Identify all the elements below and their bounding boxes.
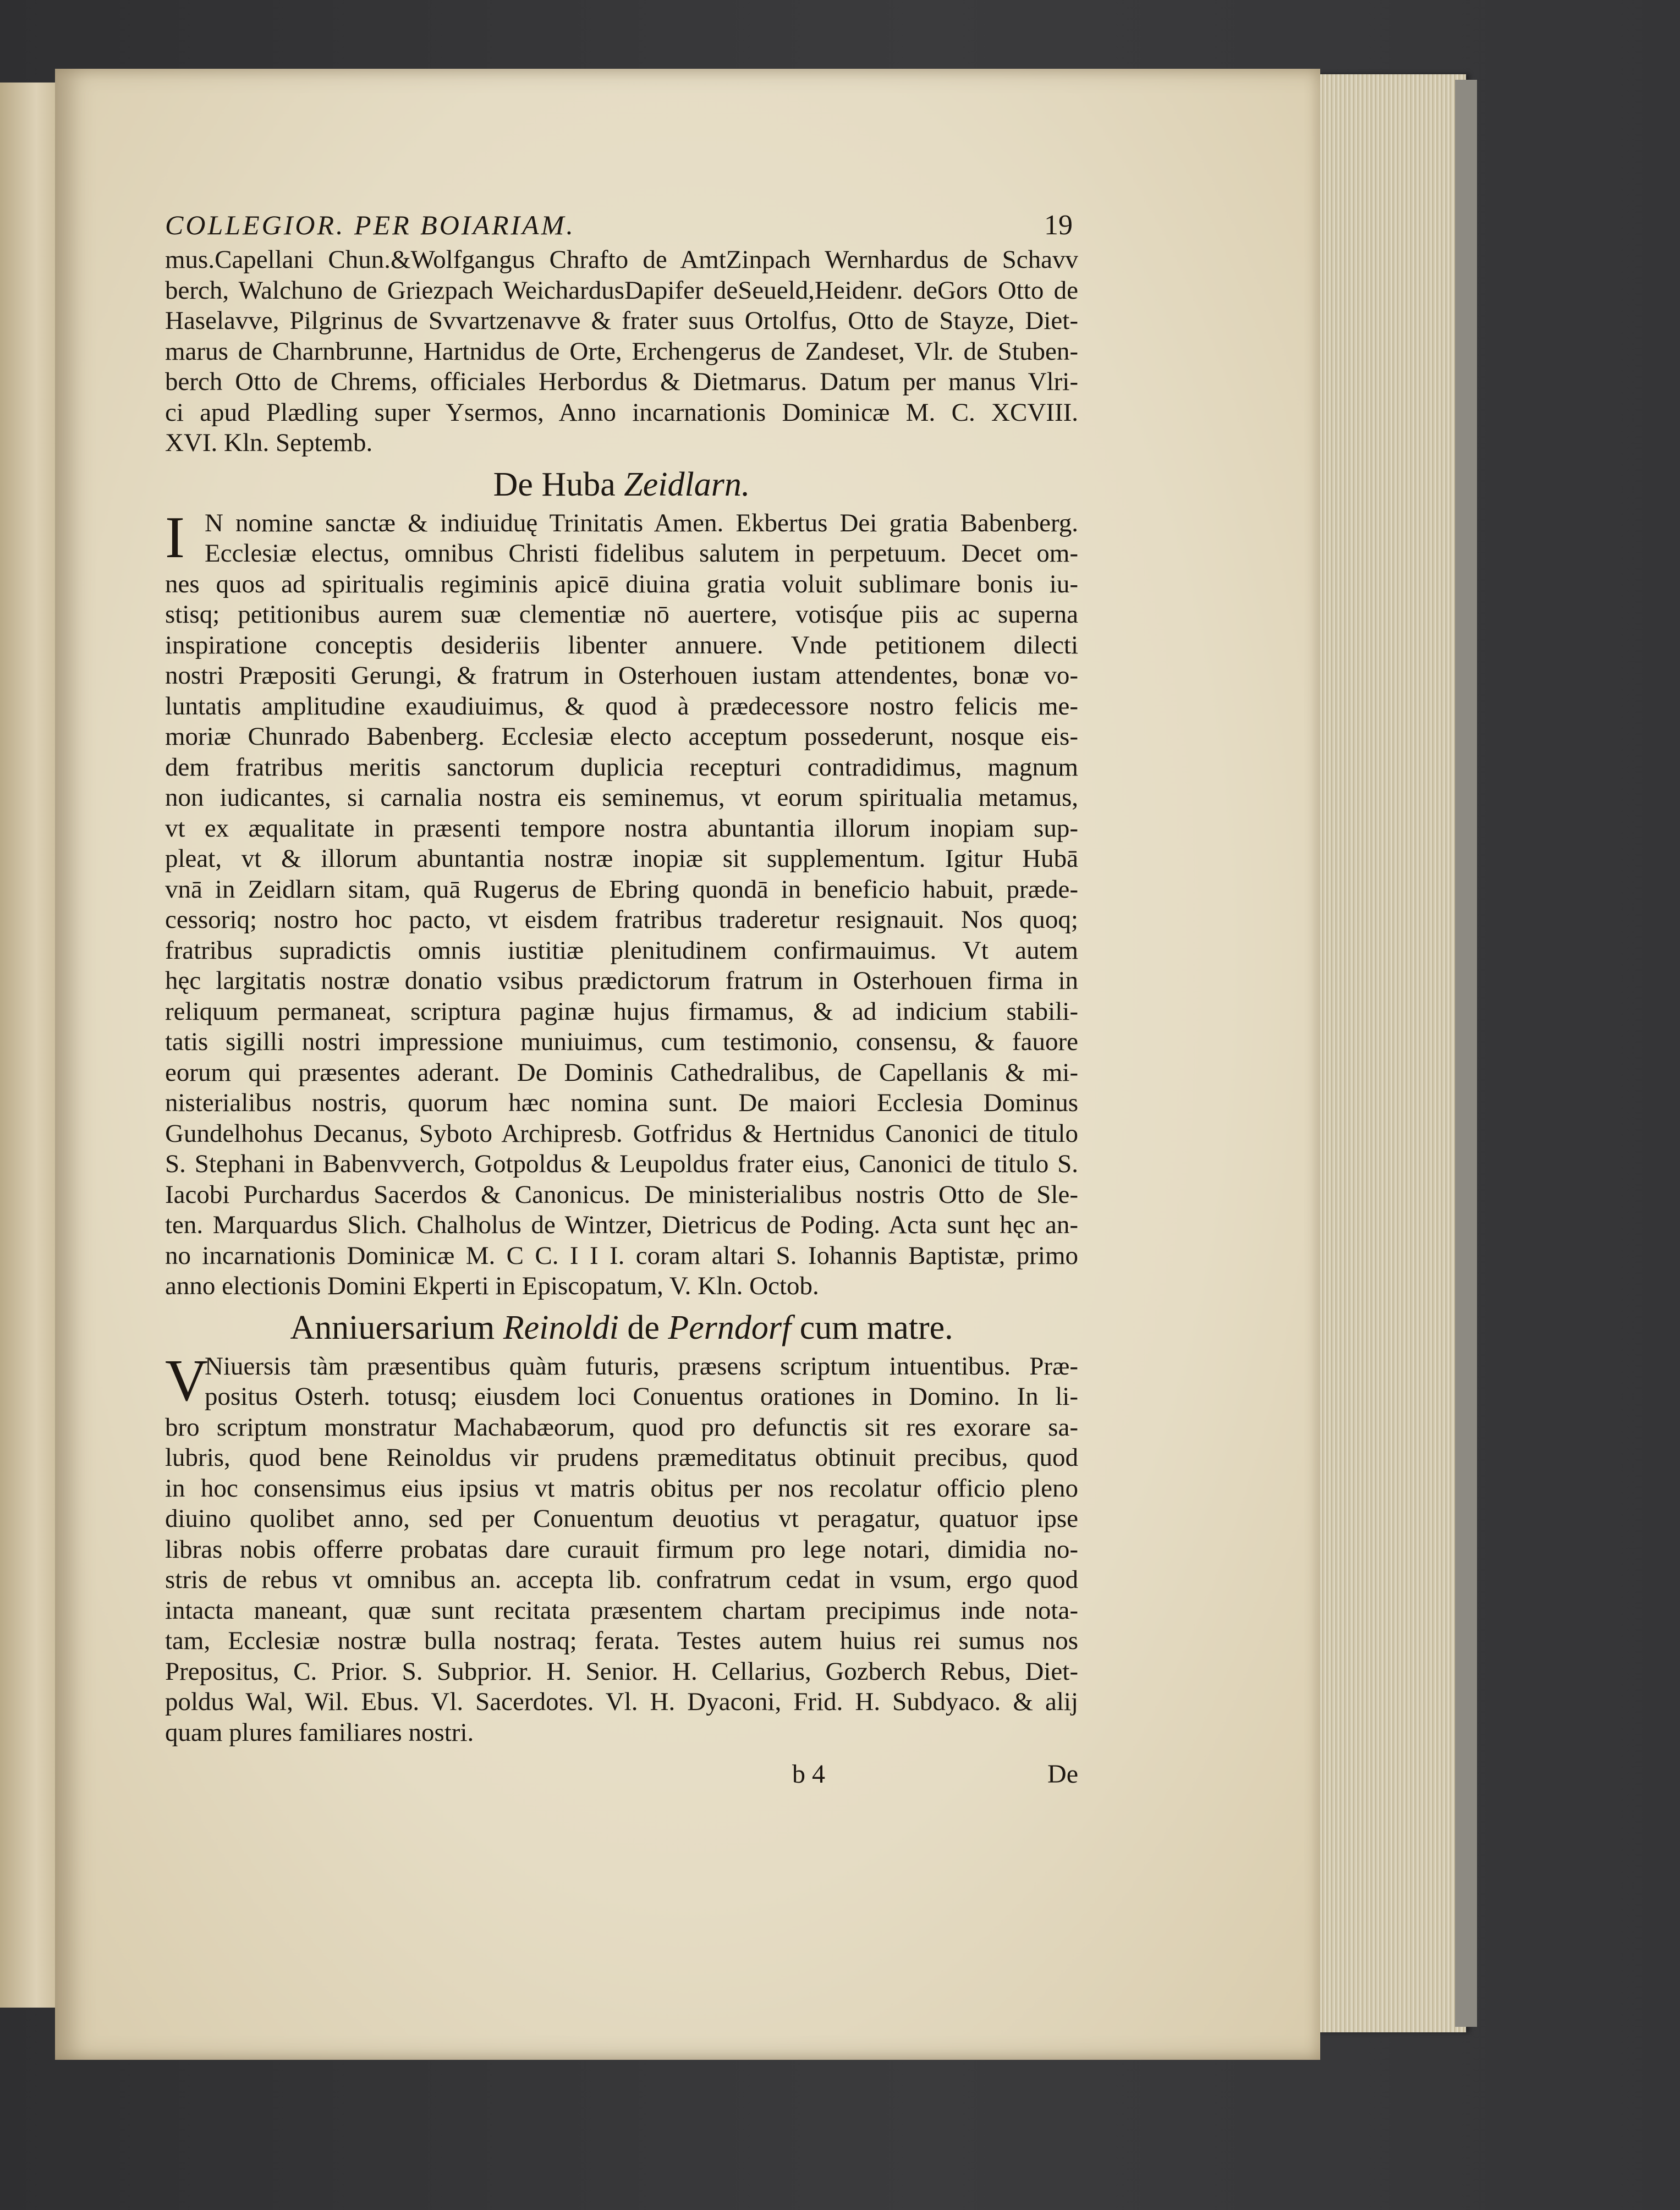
text-line: pleat, vt & illorum abuntantia nostræ inopiæ sit supplementum. Igitur Hubā — [165, 844, 1078, 873]
text-line: in hoc consensimus eius ipsius vt matris obitus per nos recolatur officio pleno — [165, 1474, 1078, 1503]
text-line: libras nobis offerre probatas dare curauit firmum pro lege notari, dimidia no- — [165, 1535, 1078, 1564]
text-line: Gundelhohus Decanus, Syboto Archipresb. Gotfridus & Hertnidus Canonici de titulo — [165, 1119, 1078, 1148]
text-line: intacta maneant, quæ sunt recitata præsentem chartam precipimus inde nota- — [165, 1596, 1078, 1625]
text-line: ci apud Plædling super Ysermos, Anno incarnationis Dominicæ M. C. XCVIII. — [165, 398, 1078, 427]
text-line: XVI. Kln. Septemb. — [165, 428, 373, 457]
text-line: stris de rebus vt omnibus an. accepta lib. confratrum cedat in vsum, ergo quod — [165, 1565, 1078, 1594]
section-heading-1: De Huba Zeidlarn. — [493, 465, 750, 503]
text-line: poldus Wal, Wil. Ebus. Vl. Sacerdotes. Vl. H. Dyaconi, Frid. H. Subdyaco. & alij — [165, 1687, 1078, 1716]
text-line: no incarnationis Dominicæ M. C C. I I I. coram altari S. Iohannis Baptistæ, primo — [165, 1241, 1078, 1270]
text-line: nes quos ad spiritualis regiminis apicē diuina gratia voluit sublimare bonis iu- — [165, 569, 1078, 598]
text-line: anno electionis Domini Ekperti in Episcopatum, V. Kln. Octob. — [165, 1272, 819, 1300]
section-1-body — [165, 504, 1078, 1302]
text-line: moriæ Chunrado Babenberg. Ecclesiæ electo acceptum possederunt, nosque eis- — [165, 722, 1078, 751]
text-line: berch, Walchuno de Griezpach WeichardusDapifer deSeueld,Heidenr. deGors Otto de — [165, 276, 1078, 305]
text-line: cessoriq; nostro hoc pacto, vt eisdem fratribus traderetur resignauit. Nos quoq; — [165, 905, 1078, 934]
page-footer — [165, 1759, 1078, 1789]
book-cover-edge — [1455, 80, 1477, 2027]
text-line: dem fratribus meritis sanctorum duplicia recepturi contradidimus, magnum — [165, 752, 1078, 782]
text-line: quam plures familiares nostri. — [165, 1718, 474, 1747]
text-line: tam, Ecclesiæ nostræ bulla nostraq; ferata. Testes autem huius rei sumus nos — [165, 1626, 1078, 1655]
text-line: lubris, quod bene Reinoldus vir prudens præmeditatus obtinuit precibus, quod — [165, 1443, 1078, 1472]
text-line: hęc largitatis nostræ donatio vsibus prædictorum fratrum in Osterhouen firma in — [165, 966, 1078, 995]
text-line: tatis sigilli nostri impressione muniuimus, cum testimonio, consensu, & fauore — [165, 1027, 1078, 1056]
previous-page-edge — [0, 83, 61, 2008]
drop-cap: V — [165, 1348, 208, 1414]
text-line: mus.Capellani Chun.&Wolfgangus Chrafto de AmtZinpach Wernhardus de Schavv — [165, 245, 1078, 274]
section-2-body — [165, 1348, 1078, 1749]
text-line: fratribus supradictis omnis iustitiæ plenitudinem confirmauimus. Vt autem — [165, 936, 1078, 965]
catchword: De — [1047, 1760, 1078, 1789]
section-heading-2: Anniuersarium Reinoldi de Perndorf cum matre. — [290, 1309, 953, 1346]
text-line: eorum qui præsentes aderant. De Dominis Cathedralibus, de Capellanis & mi- — [165, 1058, 1078, 1087]
signature-mark: b 4 — [792, 1760, 825, 1789]
text-line: berch Otto de Chrems, officiales Herbordus & Dietmarus. Datum per manus Vlri- — [165, 367, 1078, 396]
text-line: positus Osterh. totusq; eiusdem loci Conuentus orationes in Domino. In li- — [205, 1382, 1078, 1411]
text-line: Iacobi Purchardus Sacerdos & Canonicus. De ministerialibus nostris Otto de Sle- — [165, 1180, 1078, 1209]
opening-paragraph — [165, 245, 1078, 459]
text-line: non iudicantes, si carnalia nostra eis seminemus, vt eorum spiritualia metamus, — [165, 783, 1078, 812]
text-line: reliquum permaneat, scriptura paginæ hujus firmamus, & ad indicium stabili- — [165, 997, 1078, 1026]
text-line: stisq; petitionibus aurem suæ clementiæ nō auertere, votisq́ue piis ac superna — [165, 600, 1078, 629]
text-line: vt ex æqualitate in præsenti tempore nostra abuntantia illorum inopiam sup- — [165, 813, 1078, 843]
text-line: Prepositus, C. Prior. S. Subprior. H. Senior. H. Cellarius, Gozberch Rebus, Diet- — [165, 1657, 1078, 1686]
text-line: Haselavve, Pilgrinus de Svvartzenavve & frater suus Ortolfus, Otto de Stayze, Diet- — [165, 306, 1078, 335]
text-line: bro scriptum monstratur Machabæorum, quod pro defunctis sit res exorare sa- — [165, 1412, 1078, 1442]
text-line: Niuersis tàm præsentibus quàm futuris, præsens scriptum intuentibus. Præ- — [205, 1351, 1078, 1381]
page-text — [165, 209, 1078, 1789]
text-line: inspiratione conceptis desideriis libenter annuere. Vnde petitionem dilecti — [165, 630, 1078, 659]
text-line: diuino quolibet anno, sed per Conuentum deuotius vt peragatur, quatuor ipse — [165, 1504, 1078, 1533]
text-line: vnā in Zeidlarn sitam, quā Rugerus de Ebring quondā in beneficio habuit, præde- — [165, 875, 1078, 904]
text-line: nisterialibus nostris, quorum hæc nomina sunt. De maiori Ecclesia Dominus — [165, 1088, 1078, 1117]
running-head: COLLEGIOR. PER BOIARIAM. — [165, 210, 575, 240]
page-number: 19 — [1044, 210, 1073, 241]
text-line: ten. Marquardus Slich. Chalholus de Wintzer, Dietricus de Poding. Acta sunt hęc an- — [165, 1211, 1078, 1239]
drop-cap: I — [165, 504, 185, 570]
text-line: luntatis amplitudine exaudiuimus, & quod à prædecessore nostro felicis me- — [165, 691, 1078, 721]
text-line: S. Stephani in Babenvverch, Gotpoldus & Leupoldus frater eius, Canonici de titulo S. — [165, 1150, 1078, 1178]
text-line: marus de Charnbrunne, Hartnidus de Orte, Erchengerus de Zandeset, Vlr. de Stuben- — [165, 337, 1078, 366]
text-line: Ecclesiæ electus, omnibus Christi fidelibus salutem in perpetuum. Decet om- — [205, 539, 1078, 568]
running-header — [165, 209, 1078, 241]
text-line: nostri Præpositi Gerungi, & fratrum in Osterhouen iustam attendentes, bonæ vo- — [165, 661, 1078, 690]
text-line: N nomine sanctæ & indiuiduę Trinitatis Amen. Ekbertus Dei gratia Babenberg. — [205, 508, 1078, 537]
